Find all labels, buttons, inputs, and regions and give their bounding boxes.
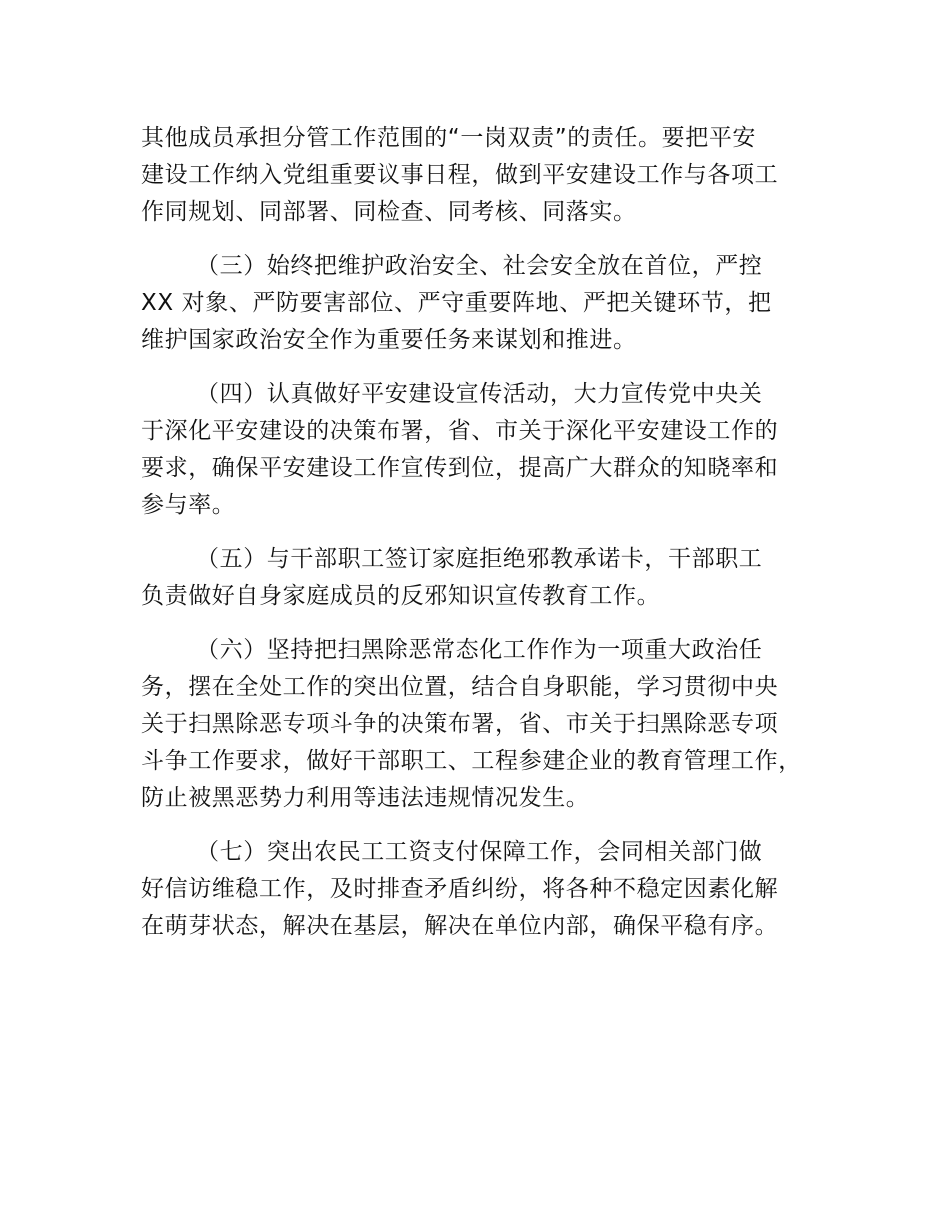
text-line: 防止被黑恶势力利用等违法违规情况发生。: [141, 785, 590, 811]
paragraph-3: [141, 248, 841, 359]
text-line: 于深化平安建设的决策布署，省、市关于深化平安建设工作的: [141, 418, 779, 444]
document-body: [141, 120, 841, 962]
paragraph-continued: [141, 120, 841, 231]
text-line: 好信访维稳工作，及时排查矛盾纠纷，将各种不稳定因素化解: [141, 876, 779, 902]
text-line: （六）坚持把扫黑除恶常态化工作作为一项重大政治任: [196, 637, 763, 663]
text-line: 作同规划、同部署、同检查、同考核、同落实。: [141, 199, 637, 225]
text-line: 务，摆在全处工作的突出位置，结合自身职能，学习贯彻中央: [141, 674, 779, 700]
text-line: 其他成员承担分管工作范围的“一岗双责”的责任。要把平安: [141, 125, 757, 151]
text-line: （七）突出农民工工资支付保障工作，会同相关部门做: [196, 839, 763, 865]
text-line: 负责做好自身家庭成员的反邪知识宣传教育工作。: [141, 583, 661, 609]
text-line: 维护国家政治安全作为重要任务来谋划和推进。: [141, 327, 637, 353]
paragraph-5: [141, 541, 841, 615]
text-line: 关于扫黑除恶专项斗争的决策布署，省、市关于扫黑除恶专项: [141, 711, 779, 737]
text-line: 在萌芽状态，解决在基层，解决在单位内部，确保平稳有序。: [141, 913, 779, 939]
paragraph-6: [141, 632, 841, 817]
paragraph-4: [141, 376, 841, 524]
text-line: （五）与干部职工签订家庭拒绝邪教承诺卡，干部职工: [196, 546, 763, 572]
text-line: 要求，确保平安建设工作宣传到位，提高广大群众的知晓率和: [141, 455, 779, 481]
text-line: （三）始终把维护政治安全、社会安全放在首位，严控: [196, 253, 763, 279]
text-line: 斗争工作要求，做好干部职工、工程参建企业的教育管理工作，: [141, 748, 802, 774]
paragraph-7: [141, 834, 841, 945]
text-line: 参与率。: [141, 492, 236, 518]
text-line: （四）认真做好平安建设宣传活动，大力宣传党中央关: [196, 381, 763, 407]
text-line: 建设工作纳入党组重要议事日程，做到平安建设工作与各项工: [141, 162, 779, 188]
text-line: XX 对象、严防要害部位、严守重要阵地、严把关键环节，把: [141, 290, 772, 316]
